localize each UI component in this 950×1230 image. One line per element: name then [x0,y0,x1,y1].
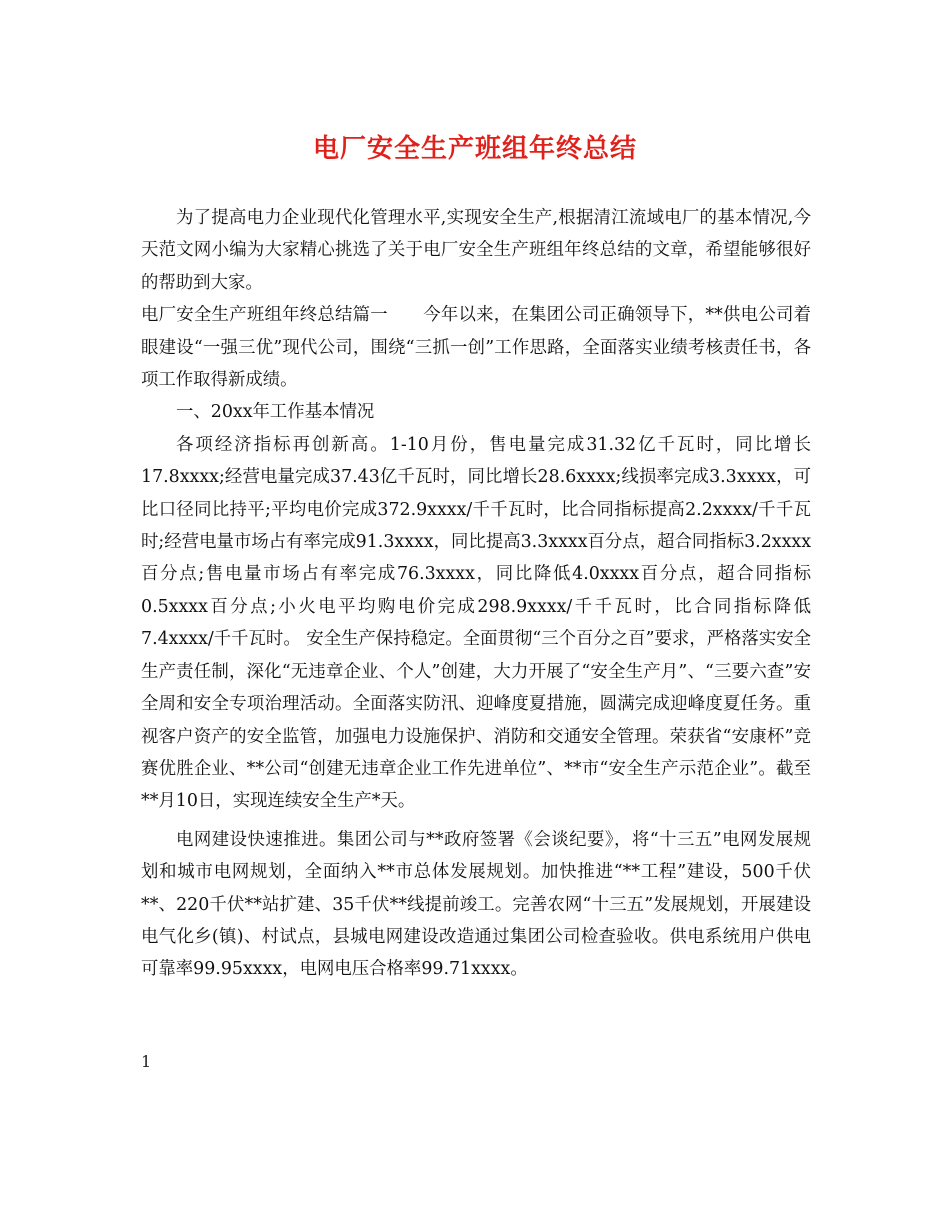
intro-paragraph: 为了提高电力企业现代化管理水平,实现安全生产,根据清江流域电厂的基本情况,今天范文网小编为大家精心挑选了关于电厂安全生产班组年终总结的文章，希望能够很好的帮助到大家。 [141,208,811,293]
economic-safety-paragraph: 各项经济指标再创新高。1-10月份，售电量完成31.32亿千瓦时，同比增长17.8xxxx;经营电量完成37.43亿千瓦时，同比增长28.6xxxx;线损率完成3.3xxxx，可比口径同比持平;平均电价完成372.9xxxx/千千瓦时，比合同指标提高2.2xxxx/千千瓦时;经营电量市场占有率完成91.3xxxx，同比提高3.3xxxx百分点，超合同指标3.2xxxx百分点;售电量市场占有率完成76.3xxxx，同比降低4.0xxxx百分点，超合同指标0.5xxxx百分点;小火电平均购电价完成298.9xxxx/千千瓦时，比合同指标降低7.4xxxx/千千瓦时。 安全生产保持稳定。全面贯彻“三个百分之百”要求，严格落实安全生产责任制，深化“无违章企业、个人”创建，大力开展了“安全生产月”、“三要六查”安全周和安全专项治理活动。全面落实防汛、迎峰度夏措施，圆满完成迎峰度夏任务。重视客户资产的安全监管，加强电力设施保护、消防和交通安全管理。荣获省“安康杯”竞赛优胜企业、**公司“创建无违章企业工作先进单位”、**市“安全生产示范企业”。截至**月10日，实现连续安全生产*天。 [141,434,811,812]
article-one-paragraph: 电厂安全生产班组年终总结篇一 今年以来，在集团公司正确领导下，**供电公司着眼建设“一强三优”现代公司，围绕“三抓一创”工作思路，全面落实业绩考核责任书，各项工作取得新成绩。 [141,305,811,391]
document-body [141,202,811,986]
section-heading: 一、20xx年工作基本情况 [176,402,375,423]
page-number: 1 [141,1052,152,1071]
document-title: 电厂安全生产班组年终总结 [312,134,637,164]
grid-construction-paragraph: 电网建设快速推进。集团公司与**政府签署《会谈纪要》，将“十三五”电网发展规划和城市电网规划，全面纳入**市总体发展规划。加快推进“**工程”建设，500千伏**、220千伏**站扩建、35千伏**线提前竣工。完善农网“十三五”发展规划，开展建设电气化乡(镇)、村试点，县城电网建设改造通过集团公司检查验收。供电系统用户供电可靠率99.95xxxx，电网电压合格率99.71xxxx。 [141,829,811,980]
